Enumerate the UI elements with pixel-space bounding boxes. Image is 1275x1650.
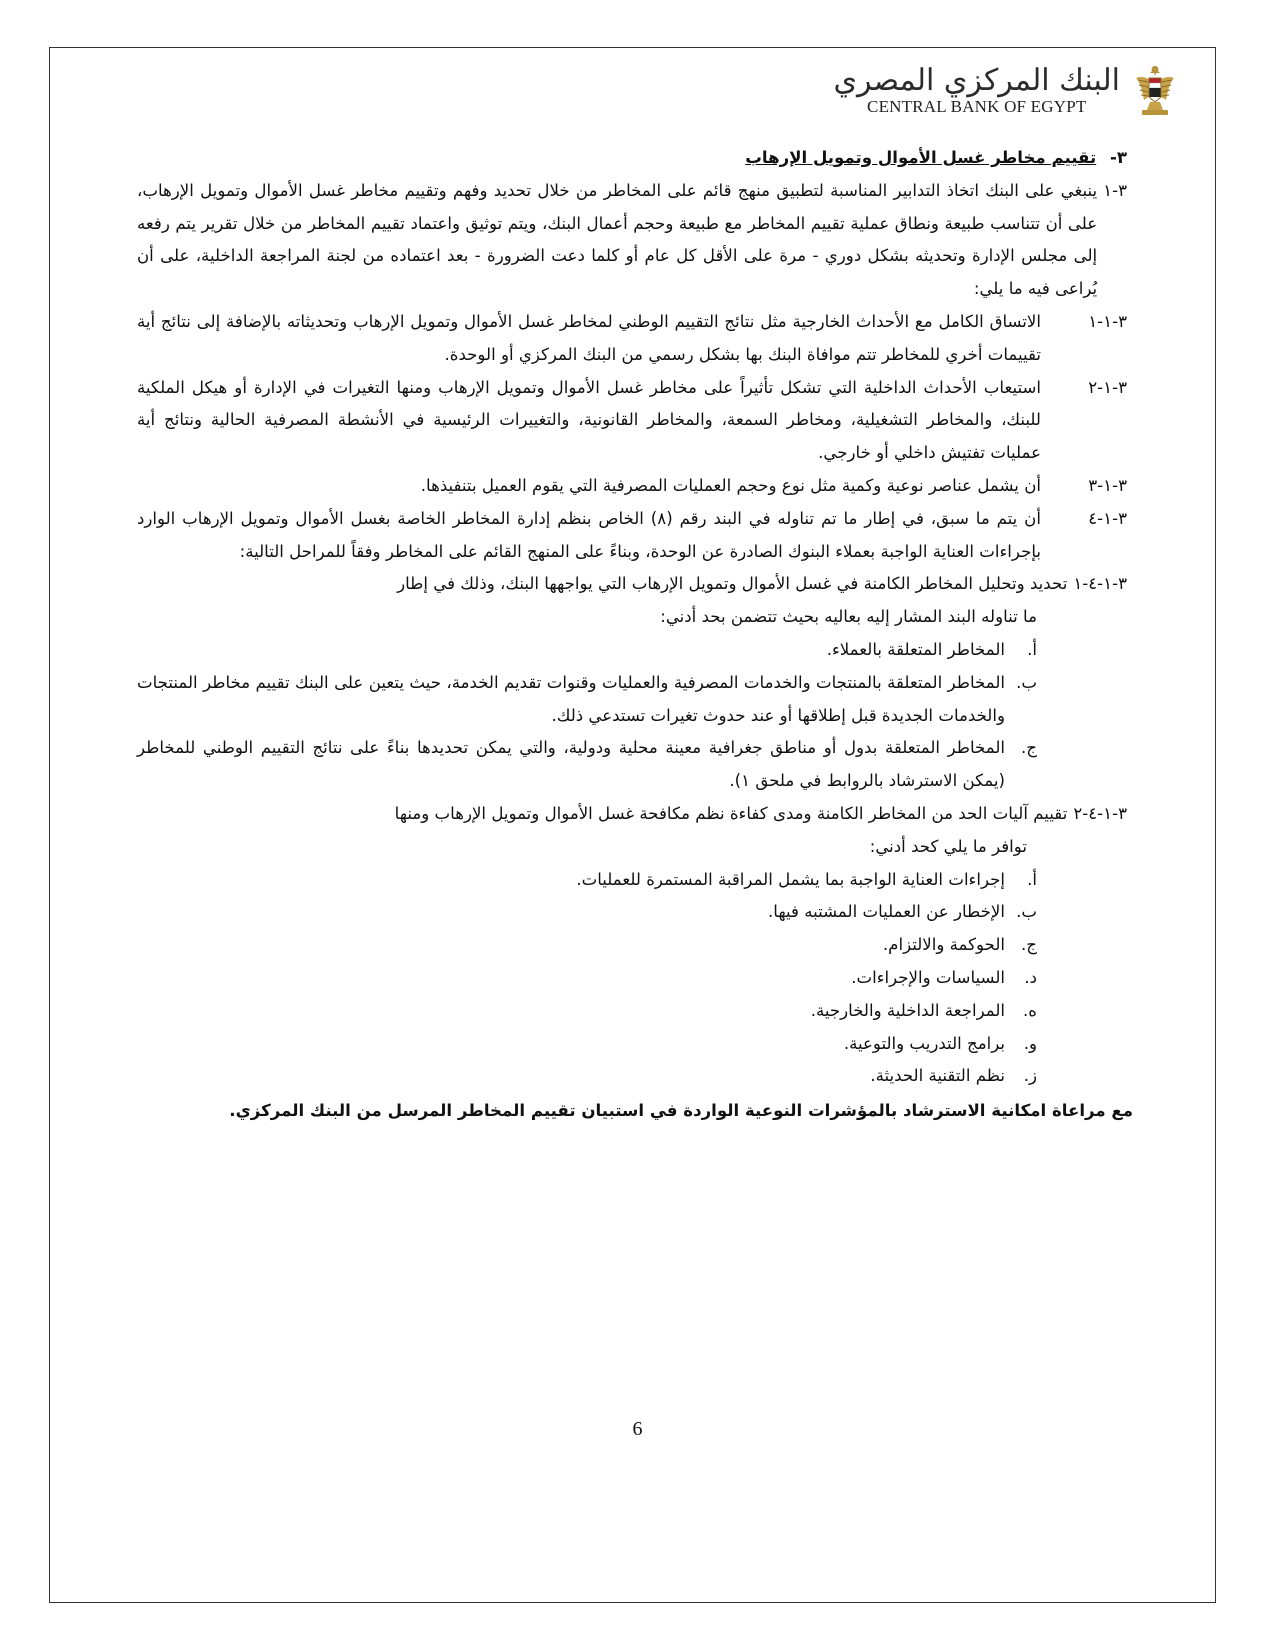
section-number: ٣- [1109, 148, 1127, 167]
sub-item-text: الحوكمة والالتزام. [882, 935, 1005, 955]
intro-text: ينبغي على البنك اتخاذ التدابير المناسبة لتطبيق منهج قائم على المخاطر من خلال تحديد وفهم وتقييم مخاطر غسل الأموال وتمويل الإرهاب، على أن تتناسب طبيعة ونطاق عملية تقييم المخاطر مع طبيعة وحجم أعمال البنك، ويتم توثيق واعتماد تقييم المخاطر من خلال تقرير يتم رفعه إلى مجلس الإدارة وتحديثه بشكل دوري - مرة على الأقل كل عام أو كلما دعت الضرورة - بعد اعتماده من لجنة المراجعة الداخلية، على أن يُراعى فيه ما يلي: [137, 180, 1098, 299]
sub-item [137, 732, 1037, 798]
logo-english-name: CENTRAL BANK OF EGYPT [867, 97, 1087, 116]
sub-item-letter: أ. [1027, 869, 1037, 889]
item-text: أن يشمل عناصر نوعية وكمية مثل نوع وحجم العمليات المصرفية التي يقوم العميل بتنفيذها. [420, 475, 1041, 495]
sub-item-text: المخاطر المتعلقة بالمنتجات والخدمات المصرفية والعمليات وقنوات تقديم الخدمة، حيث يتعين على البنك تقييم مخاطر المنتجات والخدمات الجديدة قبل إطلاقها أو عند حدوث تغيرات تستدعي ذلك. [137, 672, 1005, 725]
intro-number: ٣-١ [1103, 180, 1127, 200]
sub-item [137, 896, 1037, 929]
logo-arabic-name: البنك المركزي المصري [833, 63, 1120, 98]
sub-item [137, 1060, 1037, 1093]
stage-two-text: تقييم آليات الحد من المخاطر الكامنة ومدى كفاءة نظم مكافحة غسل الأموال وتمويل الإرهاب ومنها [394, 803, 1068, 823]
sub-item [137, 1028, 1037, 1061]
document-body [137, 142, 1133, 1128]
sub-item-letter: أ. [1027, 639, 1037, 659]
item-number: ٣-١-٣ [1088, 475, 1127, 495]
stage-one-number: ٣-١-٤-١ [1073, 574, 1127, 594]
bank-logo [834, 60, 1181, 120]
item-number: ٣-١-٤ [1088, 508, 1127, 528]
sub-item-text: إجراءات العناية الواجبة بما يشمل المراقبة المستمرة للعمليات. [576, 869, 1005, 889]
stage-two-number: ٣-١-٤-٢ [1073, 803, 1127, 823]
stage-one-text: تحديد وتحليل المخاطر الكامنة في غسل الأموال وتمويل الإرهاب التي يواجهها البنك، وذلك في إطار [397, 574, 1068, 594]
intro-paragraph [137, 175, 1127, 306]
sub-item-letter: و. [1023, 1033, 1037, 1053]
sub-item-letter: د. [1024, 967, 1037, 987]
stage-two-text-continued: توافر ما يلي كحد أدني: [869, 836, 1027, 856]
sub-item-letter: ب. [1016, 902, 1037, 922]
page-number: 6 [632, 1418, 643, 1440]
sub-item [137, 634, 1037, 667]
sub-item-letter: ج. [1021, 738, 1037, 758]
stage-one-text-continued: ما تناوله البند المشار إليه بعاليه بحيث تتضمن بحد أدني: [660, 607, 1037, 627]
item-text: أن يتم ما سبق، في إطار ما تم تناوله في البند رقم (٨) الخاص بنظم إدارة المخاطر الخاصة بغسل الأموال وتمويل الإرهاب الوارد بإجراءات العناية الواجبة بعملاء البنوك الصادرة عن الوحدة، وبناءً على المنهج القائم على المخاطر وفقاً للمراحل التالية: [137, 508, 1041, 561]
list-item [137, 503, 1127, 569]
item-text: الاتساق الكامل مع الأحداث الخارجية مثل نتائج التقييم الوطني لمخاطر غسل الأموال وتمويل الإرهاب وتحديثاته بالإضافة إلى نتائج أية تقييمات أخري للمخاطر تتم موافاة البنك بها بشكل رسمي من البنك المركزي أو الوحدة. [137, 311, 1041, 364]
item-number: ٣-١-١ [1088, 311, 1127, 331]
closing-note: مع مراعاة امكانية الاسترشاد بالمؤشرات النوعية الواردة في استبيان تقييم المخاطر المرسل من البنك المركزي. [229, 1101, 1133, 1121]
sub-item-text: المخاطر المتعلقة بالعملاء. [826, 639, 1005, 659]
sub-item [137, 962, 1037, 995]
sub-item-text: السياسات والإجراءات. [851, 967, 1005, 987]
section-title: تقييم مخاطر غسل الأموال وتمويل الإرهاب [745, 148, 1097, 167]
stage-one [137, 568, 1127, 601]
stage-two [137, 798, 1127, 831]
sub-item-letter: ه. [1023, 1000, 1037, 1020]
item-number: ٣-١-٢ [1088, 377, 1127, 397]
sub-item-text: برامج التدريب والتوعية. [843, 1033, 1005, 1053]
eagle-emblem-icon [1130, 60, 1180, 120]
sub-item-text: نظم التقنية الحديثة. [870, 1066, 1005, 1086]
sub-item [137, 995, 1037, 1028]
sub-item-text: المراجعة الداخلية والخارجية. [810, 1000, 1005, 1020]
sub-item [137, 864, 1037, 897]
section-heading [137, 142, 1127, 175]
logo-text [834, 64, 1121, 116]
sub-item-letter: ج. [1021, 935, 1037, 955]
list-item [137, 306, 1127, 372]
list-item [137, 470, 1127, 503]
sub-item-text: الإخطار عن العمليات المشتبه فيها. [768, 902, 1005, 922]
sub-item-letter: ز. [1023, 1066, 1037, 1086]
sub-item [137, 929, 1037, 962]
sub-item [137, 667, 1037, 733]
list-item [137, 372, 1127, 470]
sub-item-letter: ب. [1016, 672, 1037, 692]
sub-item-text: المخاطر المتعلقة بدول أو مناطق جغرافية معينة محلية ودولية، والتي يمكن تحديدها بناءً على نتائج التقييم الوطني للمخاطر (يمكن الاسترشاد بالروابط في ملحق ١). [137, 738, 1005, 791]
item-text: استيعاب الأحداث الداخلية التي تشكل تأثيراً على مخاطر غسل الأموال وتمويل الإرهاب ومنها التغيرات في الإدارة أو هيكل الملكية للبنك، والمخاطر التشغيلية، ومخاطر السمعة، والمخاطر القانونية، والتغييرات الرئيسية في الأنشطة المصرفية الحالية ونتائج أية عمليات تفتيش داخلي أو خارجي. [137, 377, 1041, 463]
